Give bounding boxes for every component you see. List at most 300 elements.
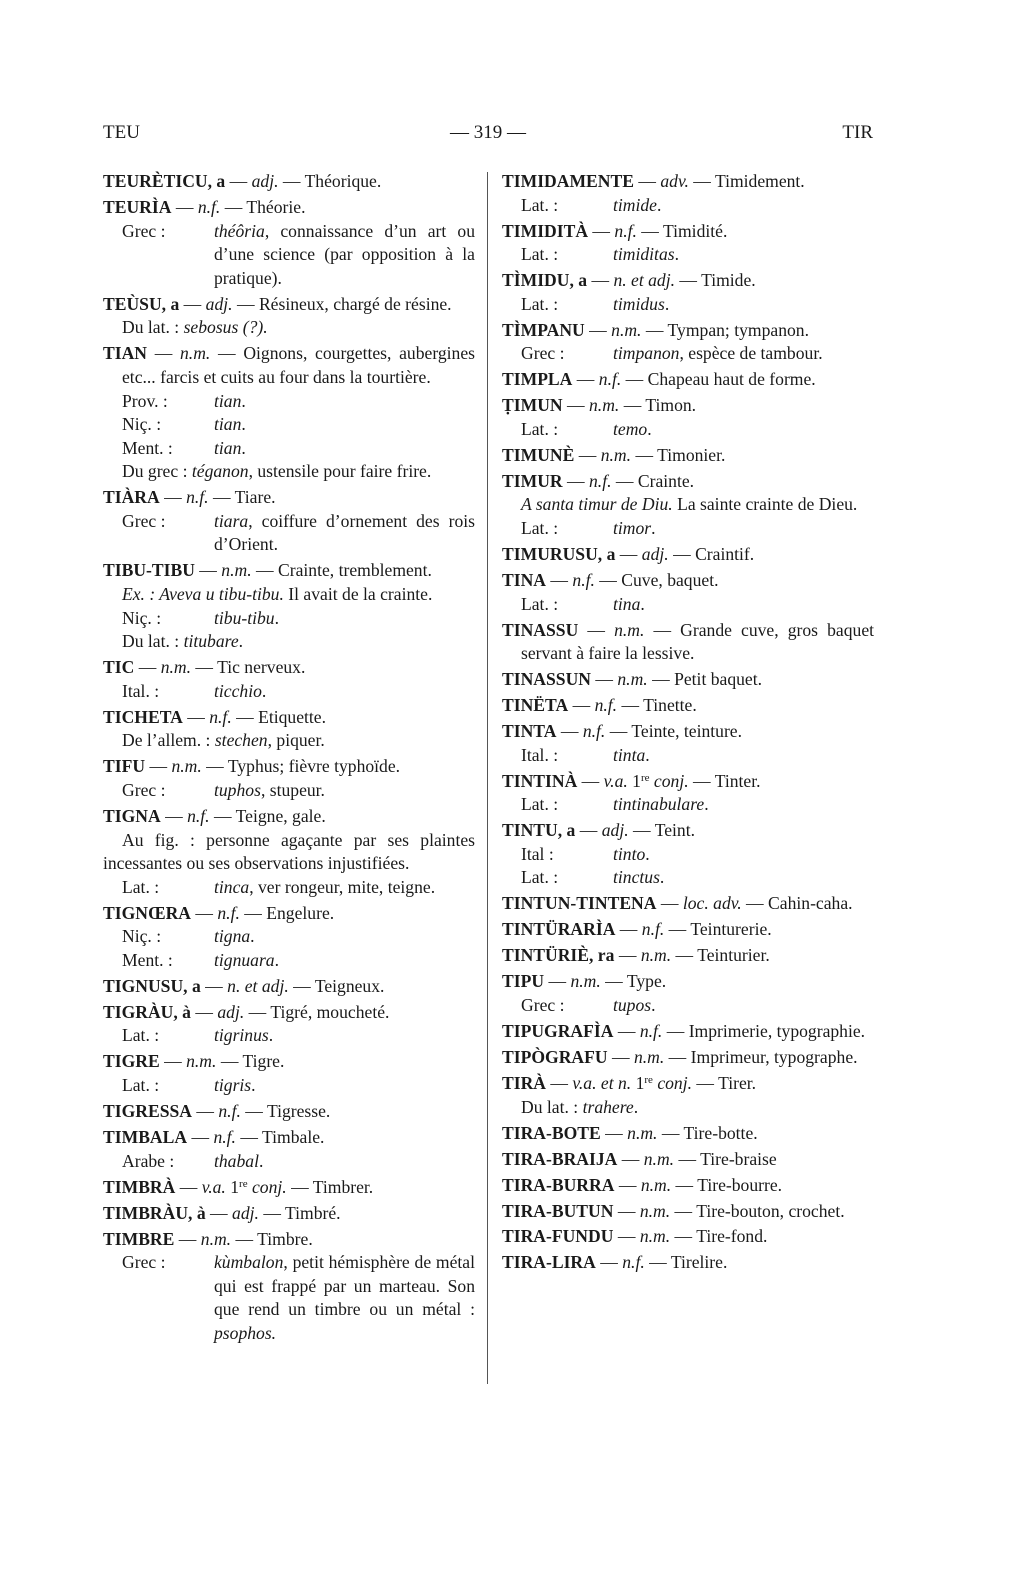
etymology-line (103, 1074, 475, 1098)
grammar-label: n.f. (218, 1101, 241, 1122)
entry-definition: Tirelire. (670, 1252, 728, 1273)
etymology-value (613, 744, 874, 768)
grammar-label: adj. (205, 293, 233, 314)
grammar-label: n.f. (217, 902, 240, 923)
etymology-word: psophos. (214, 1322, 277, 1343)
etymology-value (613, 517, 874, 541)
entry-definition: Timbrer. (312, 1176, 374, 1197)
entry-headline: TIRA-BRAIJA — n.m. — Tire-braise (502, 1148, 777, 1169)
entry-definition: Crainte, tremblement. (278, 560, 432, 581)
etymology-line (502, 194, 874, 218)
etymology-label: Grec : (521, 995, 565, 1016)
etymology-value (214, 680, 475, 704)
entry-headword: TIGNŒRA (103, 902, 191, 923)
entry-headword: TIÀRA (103, 487, 160, 508)
entry-headline: TIBU-TIBU — n.m. — Crainte, tremblement. (103, 560, 432, 581)
dictionary-entry (502, 970, 874, 1017)
entry-headline: TIPUGRAFÌA — n.f. — Imprimerie, typographie. (502, 1021, 866, 1041)
etymology-gloss: . (238, 631, 244, 652)
etymology-gloss: . (261, 680, 267, 701)
etymology-word: tigna (214, 926, 251, 947)
etymology-line (103, 1150, 475, 1174)
etymology-value (613, 293, 874, 317)
etymology-gloss: , petit hémisphère de métal qui est frappé par un marteau. Son que rend un timbre ou un métal : (214, 1252, 475, 1320)
etymology-word: thabal (214, 1150, 259, 1171)
etymology-gloss: . (251, 1075, 256, 1096)
grammar-label: n.f. (594, 695, 618, 716)
entry-headline: TEURÌA — n.f. — Théorie. (103, 196, 306, 217)
etymology-value (214, 1251, 475, 1345)
entry-headline: TIMBRÀU, à — adj. — Timbré. (103, 1202, 341, 1223)
etymology-label: Grec : (122, 220, 166, 241)
etymology-line (502, 593, 874, 617)
dictionary-entry (103, 342, 475, 484)
entry-headword: TÌMPANU (502, 319, 585, 340)
etymology-word: tian (214, 390, 242, 411)
entry-definition: Chapeau haut de forme. (647, 369, 816, 390)
entry-headline: TIMIDITÀ — n.f. — Timidité. (502, 220, 728, 241)
entry-definition: Teinte, teinture. (631, 721, 743, 742)
entry-headline: TINTA — n.f. — Teinte, teinture. (502, 721, 743, 742)
grammar-label: n.m. (180, 343, 211, 364)
entry-definition: Tic nerveux. (217, 657, 306, 678)
etymology-gloss: . (633, 1096, 639, 1117)
dictionary-entry (103, 170, 475, 194)
entry-headword: TINTÜRIÈ, ra (502, 945, 615, 966)
entry-headword: TIPÒGRAFU (502, 1046, 608, 1067)
etymology-value (613, 194, 874, 218)
etymology-word: stechen (214, 730, 268, 751)
entry-definition: Crainte. (637, 470, 695, 491)
entry-definition: Théorique. (304, 171, 382, 191)
dictionary-entry (502, 668, 874, 692)
entry-definition: Teigne, gale. (235, 805, 326, 826)
entry-headword: TIBU-TIBU (103, 560, 195, 581)
dictionary-entry (502, 1148, 874, 1172)
entry-note: Au fig. : personne agaçante par ses plaintes incessantes ou ses observations injustifiées. (103, 829, 475, 874)
entry-headword: TIFU (103, 756, 146, 777)
grammar-label: n.f. (186, 487, 209, 508)
entry-definition: Cahin-caha. (768, 893, 853, 914)
grammar-label: n.m. (640, 1174, 672, 1195)
page-header (103, 122, 873, 148)
etymology-label: Lat. : (521, 518, 559, 539)
entry-definition: Tigré, moucheté. (270, 1001, 390, 1022)
entry-headline: TIFU — n.m. — Typhus; fièvre typhoïde. (103, 756, 401, 777)
entry-definition: Teint. (654, 820, 695, 841)
dictionary-entry (502, 1174, 874, 1198)
dictionary-entry (502, 1225, 874, 1249)
entry-headword: TIGRE (103, 1051, 160, 1072)
dictionary-entry (103, 1100, 475, 1124)
etymology-word: tiara (214, 510, 249, 531)
etymology-label: Lat. : (521, 867, 559, 888)
etymology-label: Lat. : (521, 194, 559, 215)
dictionary-entry (502, 1122, 874, 1146)
etymology-label: Ment. : (122, 437, 173, 458)
entry-definition: Timon. (645, 395, 697, 416)
etymology-line (103, 390, 475, 414)
entry-definition: Timidité. (662, 220, 728, 241)
entry-headline: TIMURUSU, a — adj. — Craintif. (502, 544, 755, 565)
etymology-gloss: , espèce de tambour. (679, 343, 823, 364)
etymology-word: tigris (214, 1075, 252, 1096)
entry-headword: TIMBRÀU, à (103, 1202, 206, 1223)
entry-headword: TIMUR (502, 470, 563, 491)
grammar-label: n.m. (639, 1200, 671, 1221)
etymology-gloss: . (640, 593, 645, 614)
header-left-guideword: TEU (103, 122, 140, 143)
dictionary-entry (103, 1202, 475, 1226)
entry-definition: Tire-braise (700, 1148, 777, 1169)
dictionary-entry (502, 444, 874, 468)
etymology-label: Lat. : (521, 794, 559, 815)
entry-headline: TEÙSU, a — adj. — Résineux, chargé de résine. (103, 293, 452, 314)
grammar-label: n.m. (643, 1148, 675, 1169)
grammar-label: n.m. (171, 756, 202, 777)
entry-headline: TIMBRE — n.m. — Timbre. (103, 1228, 313, 1249)
etymology-gloss: . (241, 414, 246, 435)
entry-definition: Teinturier. (697, 945, 770, 966)
entry-definition: Timide. (701, 270, 756, 291)
etymology-word: tuphos (214, 779, 261, 800)
etymology-line (502, 866, 874, 890)
grammar-label: n.f. (622, 1252, 645, 1273)
entry-definition: Tirer. (718, 1072, 757, 1093)
grammar-label: n.m. (570, 971, 601, 992)
etymology-line (103, 949, 475, 973)
grammar-label: v.a. 1re conj. (603, 770, 689, 791)
etymology-gloss: . (674, 244, 679, 265)
entry-headword: TIAN (103, 343, 147, 364)
etymology-label: Du grec : (122, 461, 192, 482)
grammar-label: n.m. (186, 1051, 217, 1072)
entry-headword: TIMIDITÀ (502, 220, 589, 241)
entry-headline: TIGNŒRA — n.f. — Engelure. (103, 902, 335, 923)
etymology-line (103, 876, 475, 900)
entry-headline: TIGNUSU, a — n. et adj. — Teigneux. (103, 975, 385, 996)
dictionary-entry (502, 543, 874, 567)
dictionary-entry (103, 1126, 475, 1173)
etymology-line (502, 744, 874, 768)
dictionary-entry (103, 805, 475, 899)
entry-definition: Tinette. (643, 695, 697, 716)
entry-headword: TIRA-LIRA (502, 1252, 596, 1273)
etymology-value (613, 342, 874, 366)
usage-example (502, 493, 874, 517)
etymology-line (103, 925, 475, 949)
etymology-label: Lat. : (521, 293, 559, 314)
dictionary-entry (103, 1228, 475, 1346)
etymology-word: tignuara (214, 949, 275, 970)
grammar-label: n.f. (614, 220, 637, 241)
dictionary-entry (103, 293, 475, 340)
etymology-word: titubare (183, 631, 239, 652)
entry-definition: Tire-bourre. (697, 1174, 783, 1195)
entry-headline: TIMUNÈ — n.m. — Timonier. (502, 444, 726, 465)
entry-headword: TINA (502, 570, 546, 591)
entry-definition: Tire-botte. (683, 1122, 758, 1143)
etymology-line (502, 517, 874, 541)
etymology-gloss: , ustensile pour faire frire. (248, 461, 432, 482)
entry-headword: TICHETA (103, 706, 183, 727)
entry-definition: Engelure. (266, 902, 335, 923)
etymology-label: Grec : (122, 510, 166, 531)
etymology-word: tina (613, 593, 641, 614)
entry-headword: TIGRÀU, à (103, 1001, 191, 1022)
grammar-label: n.f. (589, 470, 612, 491)
entry-headword: TIPU (502, 971, 545, 992)
entry-headword: TIMURUSU, a (502, 544, 616, 565)
grammar-label: v.a. 1re conj. (201, 1176, 287, 1197)
entry-headline: TÌMIDU, a — n. et adj. — Timide. (502, 270, 756, 291)
etymology-label: Grec : (122, 1252, 166, 1273)
etymology-line (103, 1251, 475, 1345)
dictionary-entry (103, 486, 475, 557)
etymology-gloss: . (645, 843, 650, 864)
dictionary-entry (103, 975, 475, 999)
grammar-label: loc. adv. (682, 893, 742, 914)
entry-headword: TIRA-BOTE (502, 1122, 601, 1143)
dictionary-entry (502, 1020, 874, 1044)
entry-headline: TIRA-FUNDU — n.m. — Tire-fond. (502, 1226, 768, 1247)
etymology-line (103, 607, 475, 631)
entry-headline: TIRÀ — v.a. et n. 1re conj. — Tirer. (502, 1072, 757, 1093)
entry-definition: Timidement. (714, 171, 805, 191)
dictionary-entry (502, 170, 874, 217)
entry-headword: TINASSU (502, 619, 579, 640)
grammar-label: n.f. (213, 1127, 236, 1148)
entry-definition: Typhus; fièvre typhoïde. (227, 756, 401, 777)
dictionary-entry (502, 892, 874, 916)
etymology-label: Du lat. : (122, 631, 184, 652)
entry-headword: TÌMIDU, a (502, 270, 588, 291)
grammar-label: n.f. (197, 196, 221, 217)
entry-headword: TIMBRÀ (103, 1176, 176, 1197)
entry-headword: TIRÀ (502, 1072, 546, 1093)
entry-headline: TIÀRA — n.f. — Tiare. (103, 487, 276, 508)
etymology-line (103, 779, 475, 803)
entry-definition: Tigresse. (266, 1101, 331, 1122)
etymology-word: téganon (191, 461, 249, 482)
entry-definition: Timbre. (257, 1228, 313, 1249)
entry-headword: TIRA-BUTUN (502, 1200, 614, 1221)
dictionary-entry (502, 319, 874, 366)
entry-headword: TINASSUN (502, 669, 591, 690)
entry-headline: TIMPLA — n.f. — Chapeau haut de forme. (502, 369, 816, 390)
etymology-value (214, 220, 475, 291)
header-right-guideword: TIR (842, 122, 873, 143)
etymology-word: tupos (613, 995, 652, 1016)
entry-headline: TIMIDAMENTE — adv. — Timidement. (502, 171, 805, 191)
entry-headline: TIPU — n.m. — Type. (502, 971, 667, 992)
etymology-gloss: , connaissance d’un art ou d’une science (par opposition à la pratique). (214, 220, 475, 288)
entry-headword: TINTUN-TINTENA (502, 893, 657, 914)
etymology-label: Arabe : (122, 1150, 175, 1171)
etymology-word: timpanon (613, 343, 680, 364)
entry-headline: TINTINÀ — v.a. 1re conj. — Tinter. (502, 770, 761, 791)
etymology-line (502, 342, 874, 366)
dictionary-entry (103, 902, 475, 973)
etymology-word: trahere (582, 1096, 634, 1117)
etymology-value (214, 1150, 475, 1174)
example-text: A santa timur de Diu. (521, 494, 673, 515)
etymology-line (103, 220, 475, 291)
entry-headline: TINTÜRIÈ, ra — n.m. — Teinturier. (502, 945, 770, 966)
etymology-label: Ital. : (122, 680, 160, 701)
etymology-line (103, 680, 475, 704)
entry-headline: TIGRÀU, à — adj. — Tigré, moucheté. (103, 1001, 390, 1022)
entry-definition: Théorie. (246, 196, 306, 217)
etymology-label: Niç. : (122, 607, 162, 628)
dictionary-entry (103, 706, 475, 753)
etymology-line (502, 994, 874, 1018)
dictionary-entry (502, 819, 874, 890)
etymology-word: timor (613, 518, 652, 539)
etymology-value (613, 243, 874, 267)
etymology-label: De l’allem. : (122, 730, 215, 751)
entry-definition: Teinturerie. (690, 919, 772, 940)
etymology-value (214, 1074, 475, 1098)
dictionary-entry (502, 1200, 874, 1224)
etymology-value (214, 390, 475, 414)
dictionary-entry (502, 1251, 874, 1275)
grammar-label: v.a. et n. 1re conj. (572, 1072, 693, 1093)
etymology-value (613, 866, 874, 890)
dictionary-entry (103, 1001, 475, 1048)
grammar-label: n.m. (640, 945, 672, 966)
grammar-label: n.f. (639, 1021, 663, 1041)
dictionary-entry (502, 918, 874, 942)
etymology-value (214, 1024, 475, 1048)
entry-headline: ṬIMUN — n.m. — Timon. (502, 395, 697, 416)
dictionary-entry (103, 1176, 475, 1200)
etymology-gloss: , stupeur. (260, 779, 325, 800)
entry-headline: TIRA-BURRA — n.m. — Tire-bourre. (502, 1174, 783, 1195)
entry-headline: TINA — n.f. — Cuve, baquet. (502, 570, 719, 591)
entry-definition: Timonier. (657, 444, 726, 465)
etymology-label: Du lat. : (521, 1096, 583, 1117)
entry-headword: TINTU, a (502, 820, 576, 841)
etymology-line (502, 418, 874, 442)
entry-headword: TEÙSU, a (103, 293, 180, 314)
etymology-label: Lat. : (122, 876, 160, 897)
dictionary-entry (103, 755, 475, 802)
etymology-label: Niç. : (122, 414, 162, 435)
grammar-label: adj. (641, 544, 669, 565)
entry-definition: Cuve, baquet. (621, 570, 719, 591)
grammar-label: n.m. (221, 560, 252, 581)
grammar-label: n.f. (209, 706, 232, 727)
entry-headword: TIGNUSU, a (103, 975, 201, 996)
etymology-gloss: . (704, 794, 709, 815)
entry-headword: TIGRESSA (103, 1101, 192, 1122)
etymology-value (214, 607, 475, 631)
dictionary-entry (502, 220, 874, 267)
entry-definition: Tire-fond. (696, 1226, 768, 1247)
etymology-label: Grec : (521, 343, 565, 364)
entry-headline: TINASSU — n.m. — Grande cuve, gros baquet servant à faire la lessive. (502, 619, 875, 664)
dictionary-entry (502, 694, 874, 718)
example-translation: La sainte crainte de Dieu. (672, 494, 858, 515)
etymology-gloss: . (274, 607, 280, 628)
page-number: — 319 — (450, 122, 526, 143)
entry-headline: TINTÜRARÌA — n.f. — Teinturerie. (502, 919, 772, 940)
entry-headword: TIMUNÈ (502, 444, 575, 465)
grammar-label: adj. (217, 1001, 245, 1022)
dictionary-entry (502, 269, 874, 316)
entry-headline: TINASSUN — n.m. — Petit baquet. (502, 669, 763, 690)
etymology-line (502, 1096, 874, 1120)
entry-headword: TIMBRE (103, 1228, 175, 1249)
entry-definition: Oignons, courgettes, aubergines etc... farcis et cuits au four dans la tourtière. (122, 343, 476, 387)
grammar-label: n.m. (200, 1228, 232, 1249)
etymology-gloss: . (241, 437, 246, 458)
entry-headword: ṬIMUN (502, 395, 563, 416)
entry-headline: TEURÈTICU, a — adj. — Théorique. (103, 171, 382, 191)
entry-headline: TIGNA — n.f. — Teigne, gale. (103, 805, 326, 826)
etymology-value (214, 413, 475, 437)
entry-definition: Etiquette. (258, 706, 327, 727)
etymology-line (103, 460, 475, 484)
entry-definition: Tiare. (234, 487, 276, 508)
dictionary-entry (502, 720, 874, 767)
grammar-label: n.m. (600, 444, 632, 465)
etymology-line (103, 316, 475, 340)
entry-definition: Imprimeur, typographe. (690, 1046, 858, 1067)
etymology-line (502, 243, 874, 267)
entry-headword: TIRA-BRAIJA (502, 1148, 618, 1169)
entry-headline: TIGRE — n.m. — Tigre. (103, 1051, 285, 1072)
grammar-label: n. et adj. (613, 270, 676, 291)
etymology-label: Du lat. : (122, 317, 184, 338)
entry-headline: TIC — n.m. — Tic nerveux. (103, 657, 306, 678)
etymology-value (613, 793, 874, 817)
etymology-value (613, 418, 874, 442)
grammar-label: n.m. (627, 1122, 658, 1143)
etymology-word: sebosus (?). (183, 317, 268, 338)
etymology-label: Lat. : (521, 244, 559, 265)
etymology-label: Grec : (122, 779, 166, 800)
usage-example (103, 583, 475, 607)
entry-headline: TIRA-LIRA — n.f. — Tirelire. (502, 1252, 728, 1273)
entry-headword: TIRA-FUNDU (502, 1226, 614, 1247)
entry-headline: TIRA-BOTE — n.m. — Tire-botte. (502, 1122, 758, 1143)
etymology-line (502, 293, 874, 317)
entry-headline: TICHETA — n.f. — Etiquette. (103, 706, 327, 727)
etymology-label: Lat. : (122, 1075, 160, 1096)
entry-definition: Tire-bouton, crochet. (696, 1200, 845, 1221)
grammar-label: n.m. (614, 619, 645, 640)
grammar-label: n.f. (572, 570, 595, 591)
entry-headword: TIMIDAMENTE (502, 171, 634, 191)
etymology-word: tian (214, 437, 242, 458)
entry-headword: TEURÌA (103, 196, 172, 217)
etymology-line (103, 1024, 475, 1048)
etymology-word: tinca (214, 876, 250, 897)
entry-headword: TIC (103, 657, 135, 678)
entry-headline: TIMBALA — n.f. — Timbale. (103, 1127, 325, 1148)
right-column (502, 170, 874, 1277)
etymology-label: Lat. : (122, 1025, 160, 1046)
entry-headword: TIGNA (103, 805, 161, 826)
column-divider (487, 172, 488, 1384)
entry-headword: TIPUGRAFÌA (502, 1021, 614, 1041)
etymology-line (103, 413, 475, 437)
entry-headline: TIMUR — n.f. — Crainte. (502, 470, 695, 491)
entry-definition: Timbré. (285, 1202, 341, 1223)
entry-headword: TINTA (502, 721, 557, 742)
